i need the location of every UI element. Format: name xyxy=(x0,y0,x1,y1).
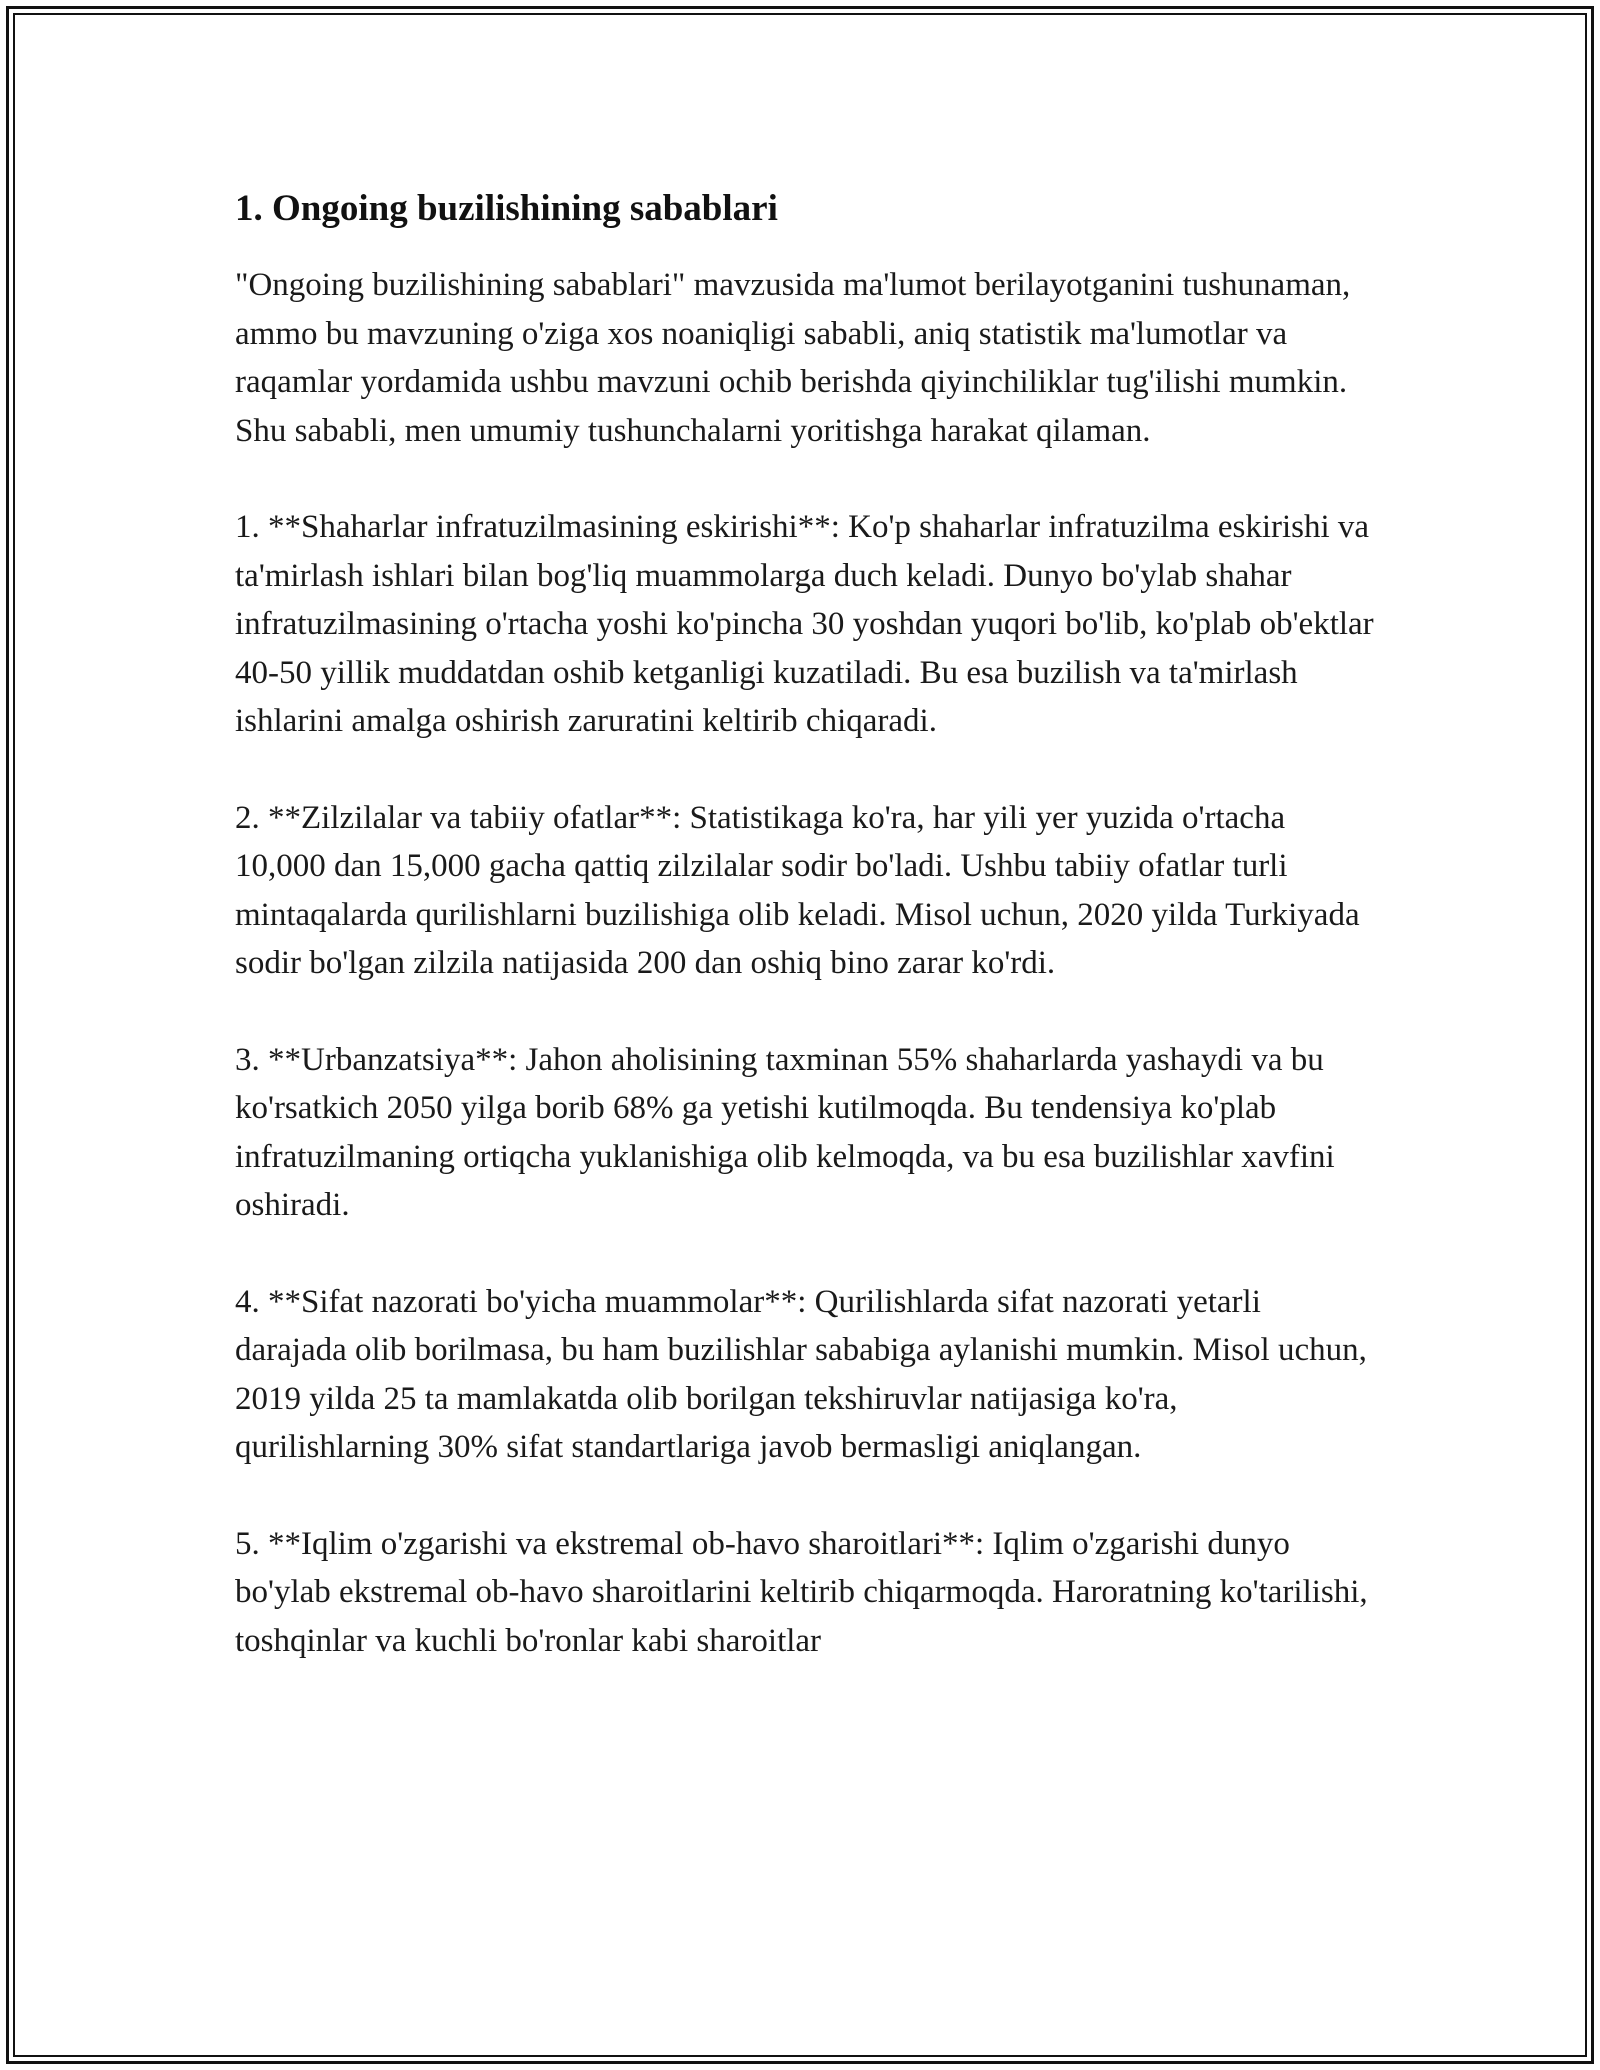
list-item-quality-control: 4. **Sifat nazorati bo'yicha muammolar**: Qurilishlarda sifat nazorati yetarli darajada olib borilmasa, bu ham buzilishlar sababiga aylanishi mumkin. Misol uchun, 2019 yilda 25 ta mamlakatda olib borilgan tekshiruvlar natijasiga ko'ra, qurilishlarning 30% sifat standartlariga javob bermasligi aniqlangan. xyxy=(235,1283,1367,1465)
document-body xyxy=(235,185,1375,1665)
list-item-infrastructure: 1. **Shaharlar infratuzilmasining eskirishi**: Ko'p shaharlar infratuzilma eskirishi va ta'mirlash ishlari bilan bog'liq muammolarga duch keladi. Dunyo bo'ylab shahar infratuzilmasining o'rtacha yoshi ko'pincha 30 yoshdan yuqori bo'lib, ko'plab ob'ektlar 40-50 yillik muddatdan oshib ketganligi kuzatiladi. Bu esa buzilish va ta'mirlash ishlarini amalga oshirish zaruratini keltirib chiqaradi. xyxy=(235,509,1374,739)
section-heading: 1. Ongoing buzilishining sabablari xyxy=(235,188,778,229)
list-item-urbanization: 3. **Urbanzatsiya**: Jahon aholisining taxminan 55% shaharlarda yashaydi va bu ko'rsatkich 2050 yilga borib 68% ga yetishi kutilmoqda. Bu tendensiya ko'plab infratuzilmaning ortiqcha yuklanishiga olib kelmoqda, va bu esa buzilishlar xavfini oshiradi. xyxy=(235,1041,1335,1223)
list-item-earthquakes: 2. **Zilzilalar va tabiiy ofatlar**: Statistikaga ko'ra, har yili yer yuzida o'rtacha 10,000 dan 15,000 gacha qattiq zilzilalar sodir bo'ladi. Ushbu tabiiy ofatlar turli mintaqalarda qurilishlarni buzilishiga olib keladi. Misol uchun, 2020 yilda Turkiyada sodir bo'lgan zilzila natijasida 200 dan oshiq bino zarar ko'rdi. xyxy=(235,799,1360,981)
list-item-climate-change: 5. **Iqlim o'zgarishi va ekstremal ob-havo sharoitlari**: Iqlim o'zgarishi dunyo bo'ylab ekstremal ob-havo sharoitlarini keltirib chiqarmoqda. Haroratning ko'tarilishi, toshqinlar va kuchli bo'ronlar kabi sharoitlar xyxy=(235,1525,1368,1659)
intro-paragraph: "Ongoing buzilishining sabablari" mavzusida ma'lumot berilayotganini tushunaman, ammo bu mavzuning o'ziga xos noaniqligi sababli, aniq statistik ma'lumotlar va raqamlar yordamida ushbu mavzuni ochib berishda qiyinchiliklar tug'ilishi mumkin. Shu sababli, men umumiy tushunchalarni yoritishga harakat qilaman. xyxy=(235,267,1351,449)
